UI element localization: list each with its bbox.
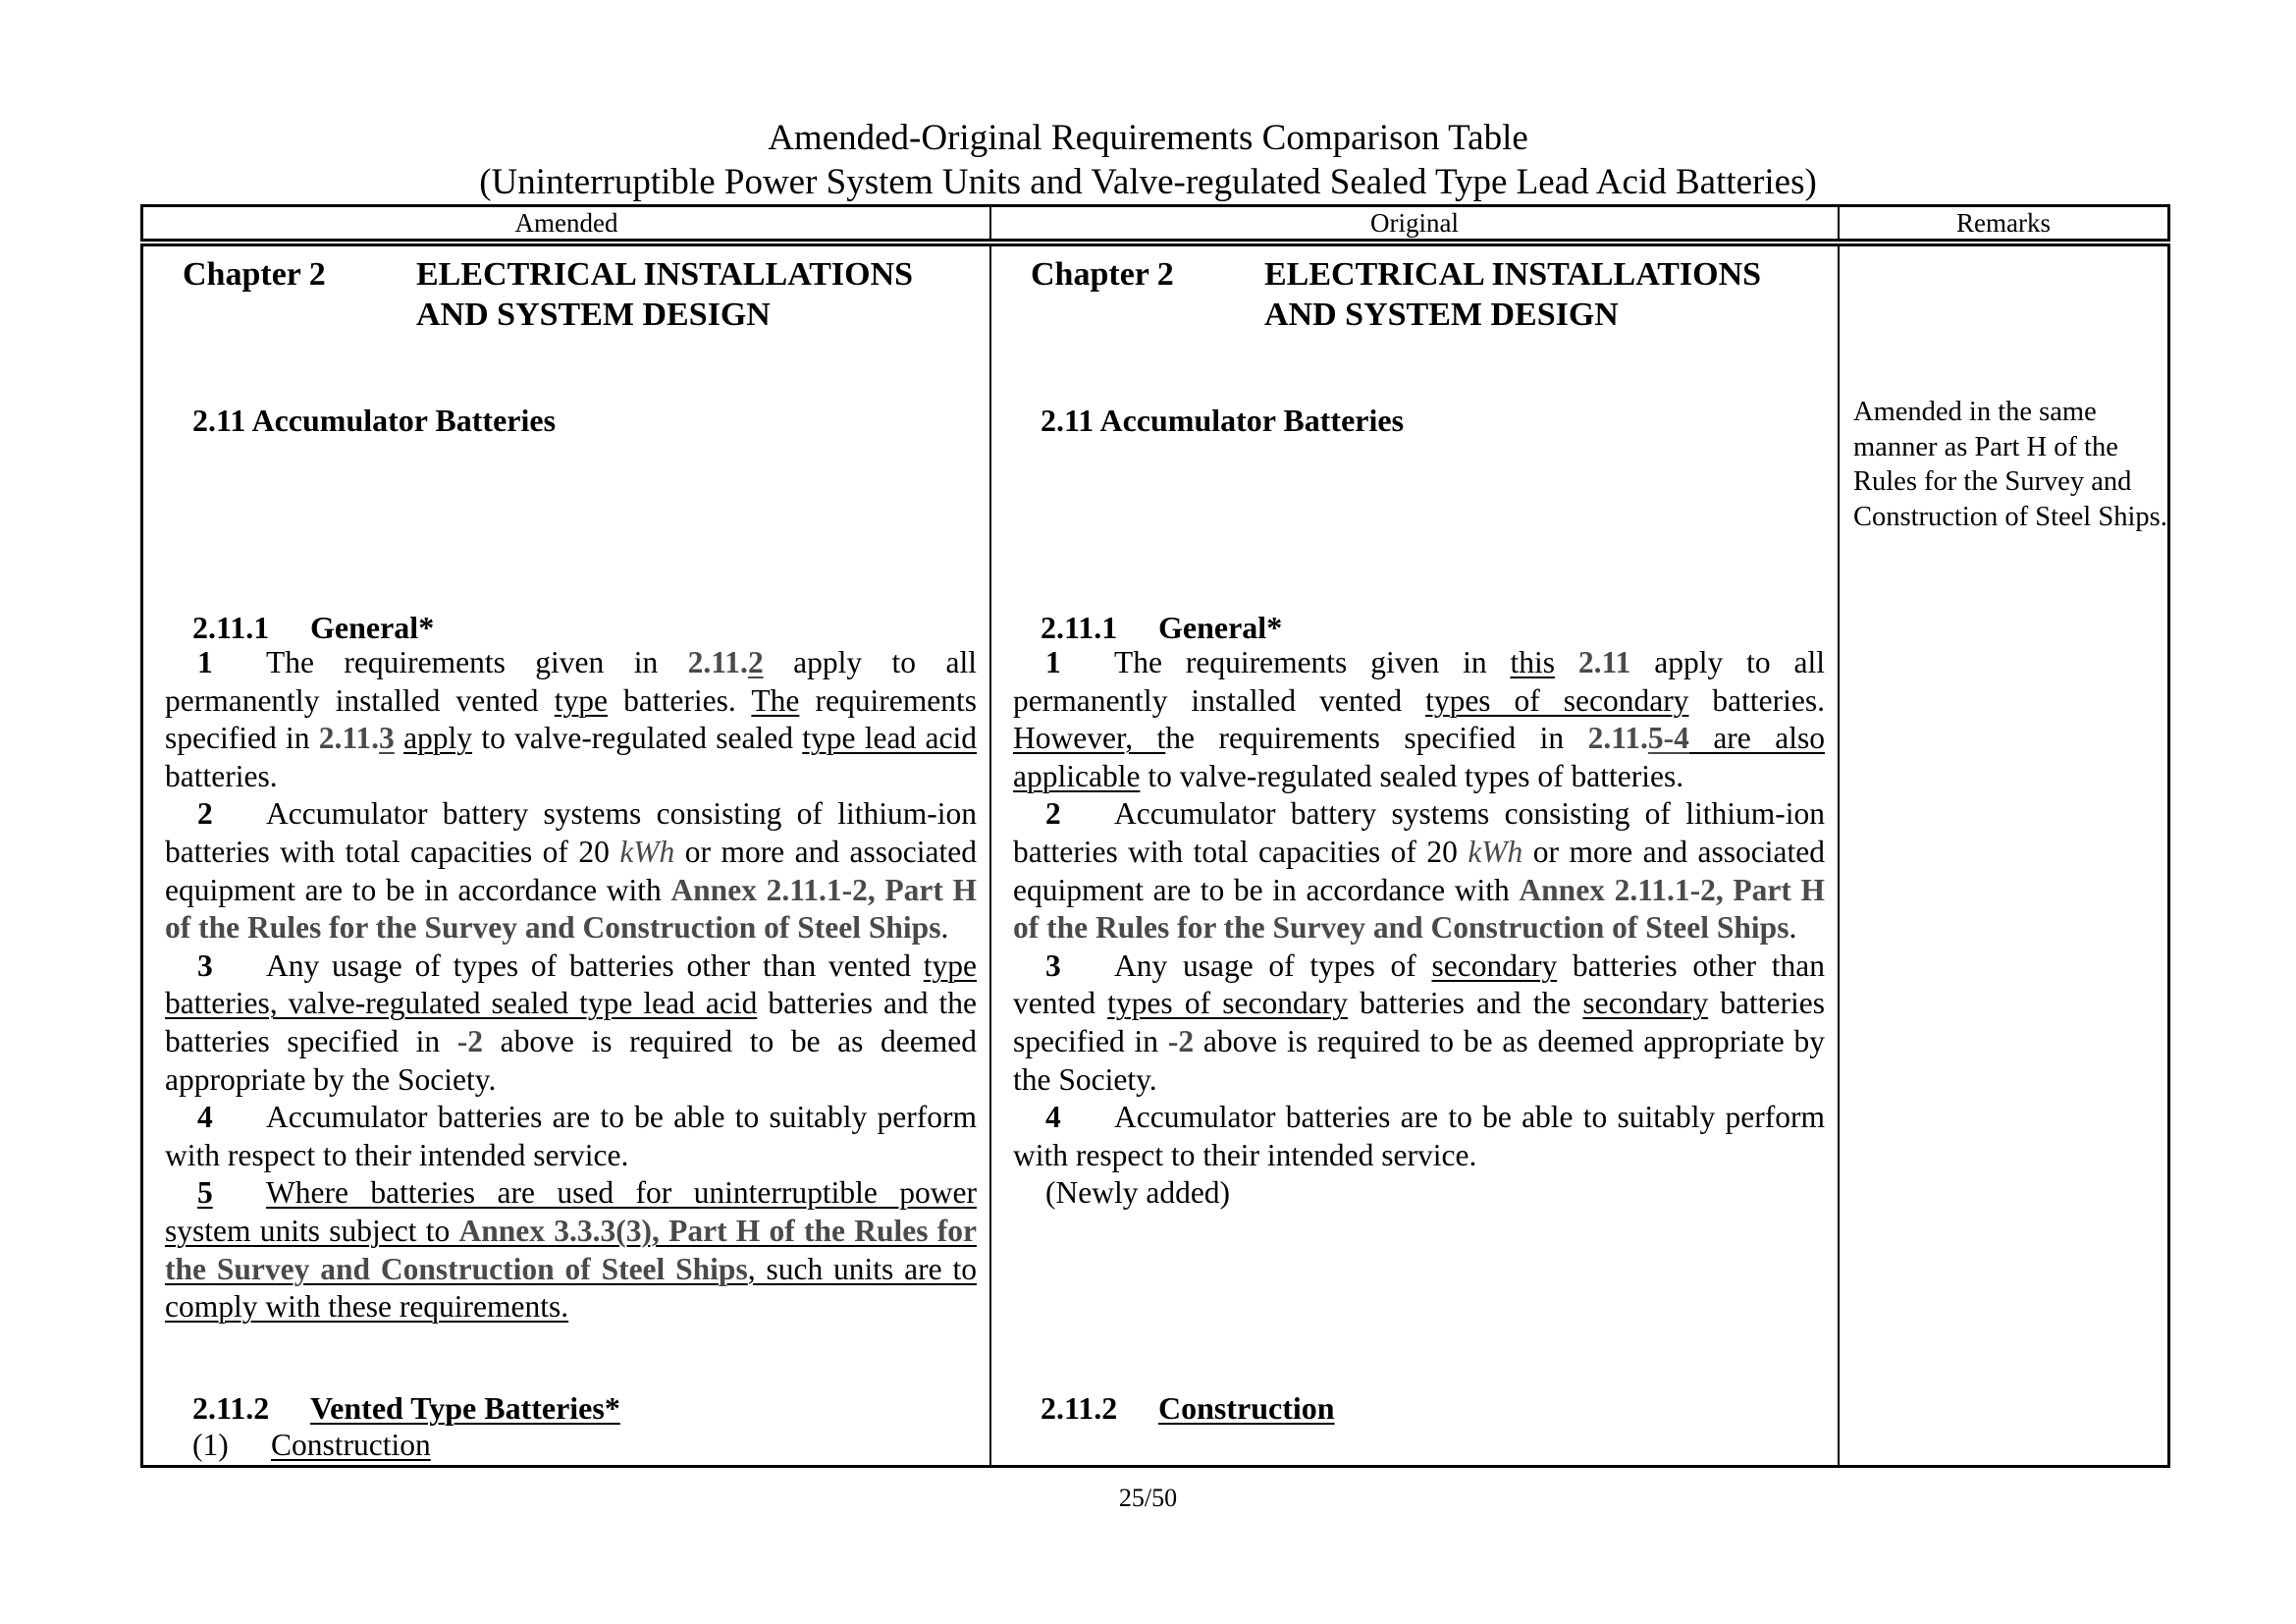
subsection-heading <box>192 608 434 647</box>
paragraph-1: 1 The requirements given in this 2.11 apply to all permanently installed vented types of secondary batteries. However, the requirements specified in 2.11.5-4 are also applicable to valve-regulated sealed types of batteries. <box>1013 645 1825 793</box>
chapter-number: Chapter 2 <box>183 256 326 293</box>
subsection-2-heading: 2.11.2 Construction <box>1041 1390 1335 1426</box>
paragraph-3: 3 Any usage of types of batteries other than vented type batteries, valve-regulated sealed type lead acid batteries and the batteries specified in -2 above is required to be as deemed appropriate by the Society. <box>165 947 977 1097</box>
remark-text: Amended in the same manner as Part H of the Rules for the Survey and Construction of Steel Ships. <box>1853 397 2167 532</box>
subsection-title: General* <box>310 610 435 645</box>
header-original: Original <box>991 207 1840 239</box>
amended-text <box>165 644 977 1326</box>
construction-item: (1) Construction <box>192 1428 431 1462</box>
chapter-title-line1: ELECTRICAL INSTALLATIONS <box>416 256 914 293</box>
document-subtitle: (Uninterruptible Power System Units and Valve-regulated Sealed Type Lead Acid Batteries) <box>479 162 1817 202</box>
paragraph-2: 2 Accumulator battery systems consisting of lithium-ion batteries with total capacities of 20 kWh or more and associated equipment are to be in accordance with Annex 2.11.1-2, Part H of the Rules for the Survey and Construction of Steel Ships. <box>165 796 977 946</box>
subsection-2-heading: 2.11.2 Vented Type Batteries* <box>192 1390 620 1426</box>
chapter-title-line1: ELECTRICAL INSTALLATIONS <box>1264 256 1762 293</box>
paragraph-5: 5 Where batteries are used for uninterruptible power system units subject to Annex 3.3.3(3), Part H of the Rules for the Survey and Construction of Steel Ships, such units are to comply with these requirements. <box>165 1175 977 1325</box>
section-heading: 2.11 Accumulator Batteries <box>1041 403 1405 438</box>
paragraph-3: 3 Any usage of types of secondary batteries other than vented types of secondary batteries and the secondary batteries specified in -2 above is required to be as deemed appropriate by the Society. <box>1013 947 1825 1097</box>
paragraph-1: 1 The requirements given in 2.11.2 apply to all permanently installed vented type batteries. The requirements specified in 2.11.3 apply to valve-regulated sealed type lead acid batteries. <box>165 645 977 793</box>
header-remarks: Remarks <box>1956 208 2051 238</box>
paragraph-4: 4 Accumulator batteries are to be able to suitably perform with respect to their intended service. <box>165 1100 977 1172</box>
original-text <box>1013 644 1825 1213</box>
chapter-title-line2: AND SYSTEM DESIGN <box>416 297 771 333</box>
subsection-number: 2.11.1 <box>192 610 270 645</box>
original-column <box>991 246 1840 1465</box>
paragraph-2: 2 Accumulator battery systems consisting of lithium-ion batteries with total capacities of 20 kWh or more and associated equipment are to be in accordance with Annex 2.11.1-2, Part H of the Rules for the Survey and Construction of Steel Ships. <box>1013 796 1825 946</box>
chapter-heading <box>1031 254 1816 335</box>
paragraph-4: 4 Accumulator batteries are to be able to suitably perform with respect to their intended service. <box>1013 1100 1825 1172</box>
amended-column <box>143 246 991 1465</box>
chapter-title-line2: AND SYSTEM DESIGN <box>1264 297 1619 333</box>
chapter-number: Chapter 2 <box>1031 256 1174 293</box>
title-block <box>0 116 2296 204</box>
remarks-column <box>1840 246 2167 1465</box>
table-header-row <box>140 204 2170 242</box>
comparison-table <box>140 204 2170 1468</box>
header-amended: Amended <box>143 207 991 239</box>
table-body-row <box>140 244 2170 1468</box>
section-heading: 2.11 Accumulator Batteries <box>192 403 557 438</box>
paragraph-5-newly-added: (Newly added) <box>1045 1175 1231 1211</box>
chapter-heading <box>183 254 968 335</box>
subsection-heading: 2.11.1 General* <box>1041 610 1283 645</box>
page-number: 25/50 <box>1118 1484 1178 1512</box>
document-title: Amended-Original Requirements Comparison Table <box>768 118 1528 158</box>
